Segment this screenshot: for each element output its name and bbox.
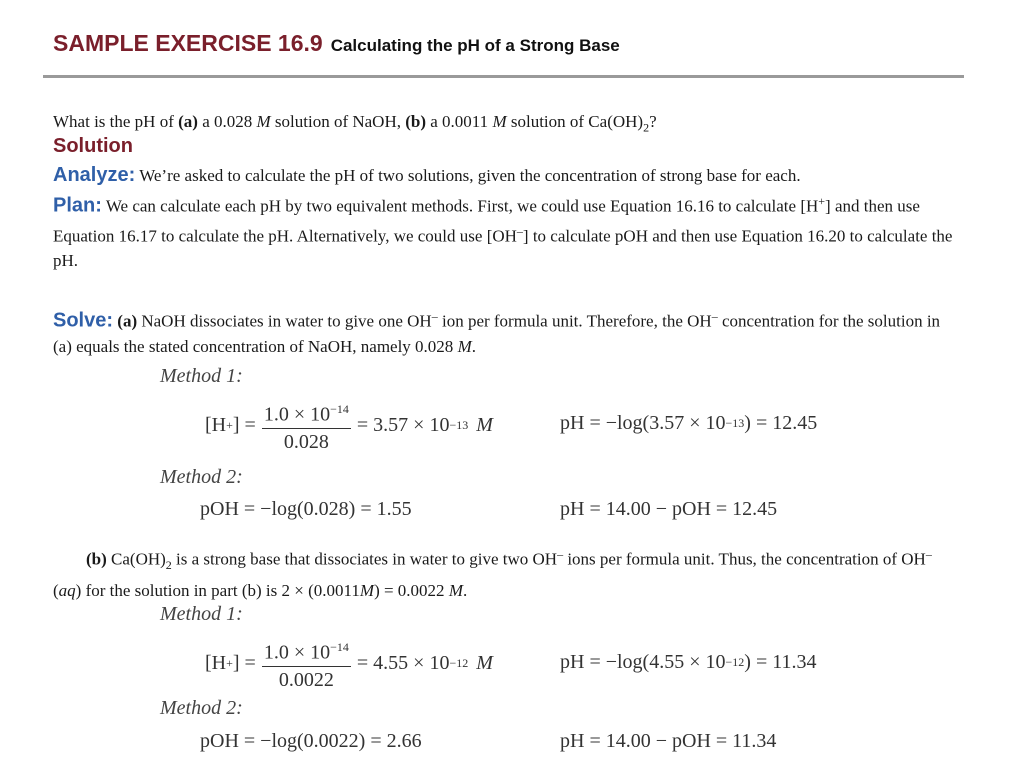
eq-text: pH = −log(4.55 × 10 (560, 651, 726, 673)
solve-text: NaOH dissociates in water to give one OH (137, 311, 432, 331)
part-b-text: is a strong base that dissociates in water to give two OH (171, 549, 558, 569)
question-label-b: (b) (405, 112, 427, 131)
part-b-method-2-label: Method 2: (160, 697, 243, 719)
question-part: a 0.028 (197, 112, 257, 131)
question-part: solution of Ca(OH) (506, 112, 644, 131)
subscript: 2 (643, 120, 650, 135)
eq-text: ] = (232, 651, 256, 674)
part-b-text: ) for the solution in part (b) is 2 × (0.0011 (75, 581, 360, 601)
part-b-text: ions per formula unit. Thus, the concentration of OH (563, 549, 926, 569)
eq-text: 1.0 × 10 (263, 641, 331, 664)
superscript: – (711, 309, 718, 323)
part-b-text: ( (53, 581, 59, 601)
superscript: −14 (330, 402, 349, 416)
slide-header (53, 30, 620, 57)
subscript: 2 (165, 558, 172, 573)
question-text (53, 109, 953, 140)
fraction (262, 636, 351, 691)
aqueous-label: aq (58, 581, 76, 601)
fraction-numerator (262, 398, 351, 429)
superscript: + (226, 417, 233, 432)
part-b-method-1-label: Method 1: (160, 603, 243, 625)
part-b-ph-equation-2: pH = 14.00 − pOH = 11.34 (560, 730, 777, 752)
solve-text: . (471, 336, 476, 356)
molarity-unit: M (256, 112, 271, 131)
superscript: + (818, 194, 826, 208)
part-b-h-equation (205, 636, 493, 691)
eq-text: 1.0 × 10 (263, 403, 331, 426)
part-a-method-1-label: Method 1: (160, 365, 243, 387)
part-a-ph-equation-2: pH = 14.00 − pOH = 12.45 (560, 498, 778, 520)
part-b-label: (b) (86, 549, 107, 569)
superscript: −13 (725, 416, 745, 430)
fraction-denominator: 0.028 (283, 430, 329, 453)
superscript: – (557, 547, 564, 561)
header-divider (43, 75, 964, 78)
plan-text: We can calculate each pH by two equivalent methods. First, we could use Equation 16.16 to calculate [H (101, 196, 819, 216)
solve-label: Solve: (53, 309, 114, 332)
eq-text: ] = (232, 413, 256, 436)
superscript: – (516, 223, 523, 238)
superscript: – (431, 309, 438, 323)
question-part: ? (649, 112, 657, 131)
molarity-unit: M (457, 336, 472, 356)
solve-label-a: (a) (117, 311, 138, 331)
solve-paragraph (53, 304, 948, 359)
fraction-denominator: 0.0022 (278, 668, 334, 691)
eq-text: pH = −log(3.57 × 10 (560, 412, 726, 434)
molarity-unit: M (476, 413, 493, 436)
solution-heading: Solution (53, 135, 133, 157)
part-b-poh-equation: pOH = −log(0.0022) = 2.66 (200, 730, 422, 752)
part-a-poh-equation: pOH = −log(0.028) = 1.55 (200, 498, 412, 520)
superscript: −13 (449, 417, 469, 432)
solve-text: concentration for the solution in (a) equals the stated concentration of NaOH, namely 0.028 (53, 311, 941, 356)
molarity-unit: M (359, 581, 375, 601)
plan-paragraph (53, 189, 953, 273)
eq-text: ) = 12.45 (744, 412, 818, 434)
part-a-ph-equation-1 (560, 412, 817, 435)
question-part: solution of NaOH, (270, 112, 406, 131)
exercise-title: Calculating the pH of a Strong Base (330, 36, 620, 55)
superscript: + (226, 655, 233, 670)
eq-text: = 4.55 × 10 (356, 651, 450, 674)
part-b-paragraph (53, 542, 948, 603)
superscript: −12 (449, 655, 469, 670)
part-b-ph-equation-1 (560, 651, 816, 674)
part-a-method-2-label: Method 2: (160, 466, 243, 488)
fraction (262, 398, 351, 453)
superscript: – (925, 547, 932, 561)
fraction-numerator (262, 636, 351, 667)
solve-text: ion per formula unit. Therefore, the OH (437, 311, 712, 331)
molarity-unit: M (492, 112, 507, 131)
eq-text: [H (205, 413, 227, 436)
plan-text: ] and then use Equation 16.17 to calculate the pH. Alternatively, we could use [OH (53, 196, 920, 246)
molarity-unit: M (476, 651, 493, 674)
molarity-unit: M (448, 581, 463, 601)
plan-label: Plan: (53, 194, 102, 217)
exercise-number: SAMPLE EXERCISE 16.9 (53, 30, 323, 56)
eq-text: ) = 11.34 (744, 651, 817, 673)
analyze-label: Analyze: (53, 164, 136, 186)
eq-text: = 3.57 × 10 (356, 413, 450, 436)
part-a-h-equation (205, 398, 493, 453)
question-part: a 0.0011 (426, 112, 493, 131)
part-b-text: . (462, 581, 468, 601)
analyze-text: We’re asked to calculate the pH of two solutions, given the concentration of strong base for each. (135, 166, 801, 185)
plan-text: ] to calculate pOH and then use Equation 16.20 to calculate the pH. (53, 226, 953, 271)
superscript: −12 (725, 655, 745, 669)
analyze-paragraph (53, 163, 953, 188)
question-label-a: (a) (178, 112, 198, 131)
eq-text: [H (205, 651, 227, 674)
superscript: −14 (330, 640, 349, 654)
part-b-text: Ca(OH) (106, 549, 166, 569)
part-b-text: ) = 0.0022 (374, 581, 449, 601)
question-part: What is the pH of (53, 112, 179, 131)
